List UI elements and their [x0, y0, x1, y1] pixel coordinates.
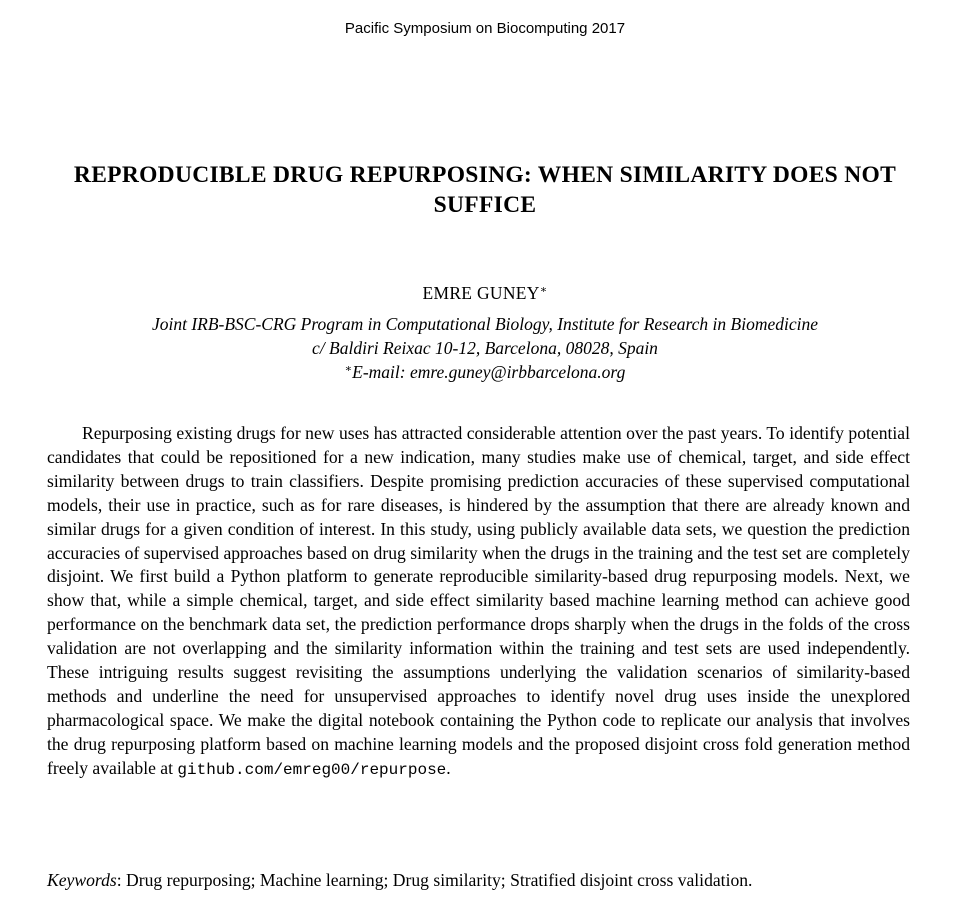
abstract-text: Repurposing existing drugs for new uses has attracted considerable attention over the past years. To identify potential candidates that could be repositioned for a new indication, many studies make use of chemical, target, and side effect similarity between drugs to train classifiers. Despite promising prediction accuracies of these supervised computational models, their use in practice, such as for rare diseases, is hindered by the assumption that there are already known and similar drugs for a given condition of interest. In this study, using publicly available data sets, we question the prediction accuracies of supervised approaches based on drug similarity when the drugs in the training and the test set are completely disjoint. We first build a Python platform to generate reproducible similarity-based drug repurposing models. Next, we show that, while a simple chemical, target, and side effect similarity based machine learning method can achieve good performance on the benchmark data set, the prediction performance drops sharply when the drugs in the folds of the cross validation are not overlapping and the similarity information within the training and test sets are used independently. These intriguing results suggest revisiting the assumptions underlying the validation scenarios of similarity-based methods and underline the need for unsupervised approaches to identify novel drug uses inside the unexplored pharmacological space. We make the digital notebook containing the Python code to replicate our analysis that involves the drug repurposing platform based on machine learning models and the proposed disjoint cross fold generation method freely available at: [47, 423, 910, 778]
paper-title: [0, 160, 970, 220]
affiliation-line-1: Joint IRB-BSC-CRG Program in Computational Biology, Institute for Research in Biomedicine: [151, 314, 819, 334]
author-line: [0, 282, 970, 304]
keywords-label: Keywords: [47, 870, 117, 890]
abstract-end: .: [446, 757, 451, 778]
author-name: EMRE GUNEY: [422, 283, 540, 303]
keywords-line: [47, 869, 927, 892]
affiliation-line-2: c/ Baldiri Reixac 10-12, Barcelona, 08028, Spain: [312, 338, 658, 358]
keywords-text: Drug repurposing; Machine learning; Drug similarity; Stratified disjoint cross validation.: [126, 870, 753, 890]
keywords-separator: :: [116, 870, 127, 890]
title-line-2: SUFFICE: [433, 192, 537, 218]
running-header: Pacific Symposium on Biocomputing 2017: [344, 20, 626, 37]
affiliation-block: [0, 312, 970, 384]
email-text: E-mail: emre.guney@irbbarcelona.org: [352, 362, 626, 382]
repository-link[interactable]: github.com/emreg00/repurpose: [177, 760, 447, 779]
abstract: [47, 422, 910, 783]
email-line: [0, 360, 970, 384]
author-footnote-mark: ∗: [539, 284, 548, 296]
email-footnote-mark: ∗: [344, 363, 353, 375]
title-line-1: REPRODUCIBLE DRUG REPURPOSING: WHEN SIMILARITY DOES NOT: [73, 162, 897, 188]
